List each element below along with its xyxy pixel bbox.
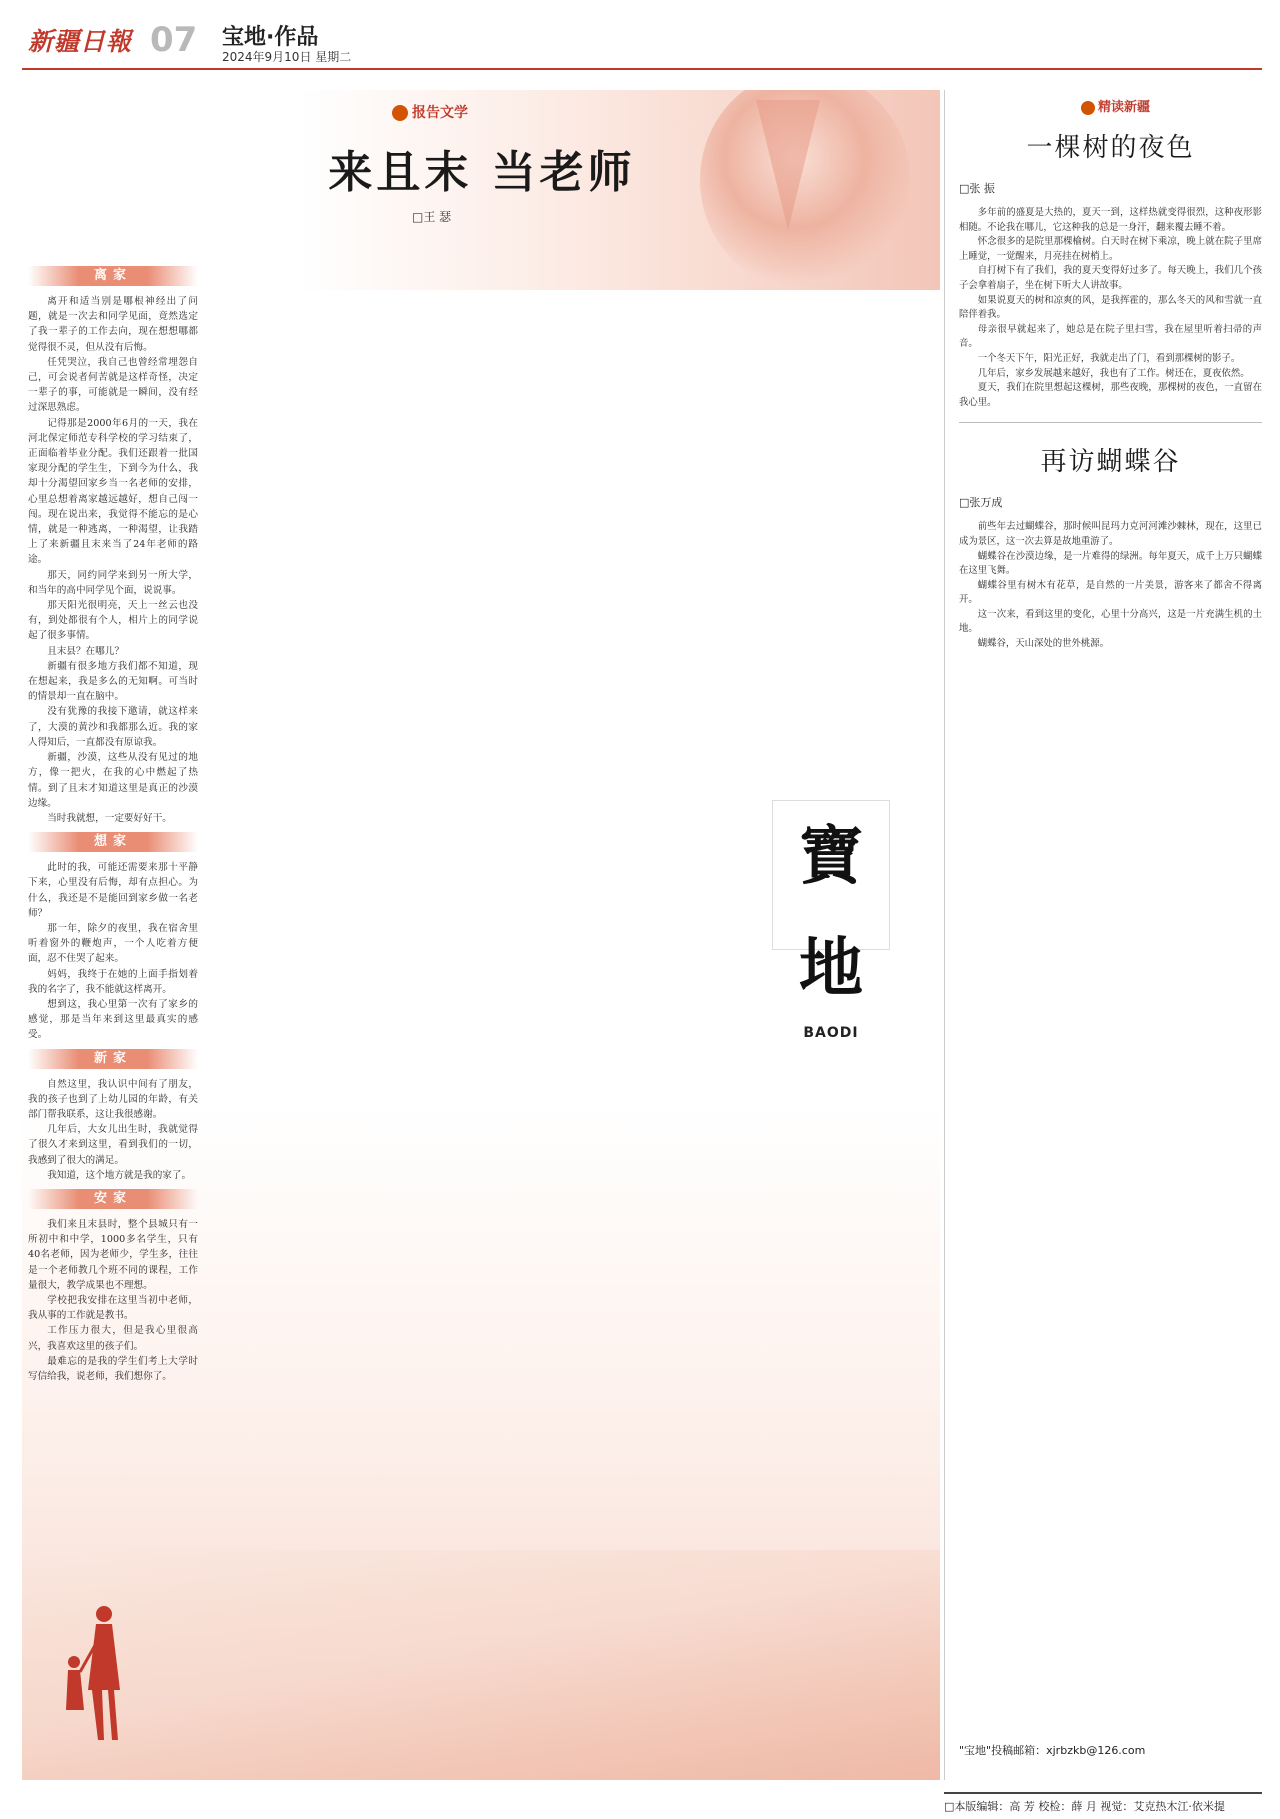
- paragraph: 学校把我安排在这里当初中老师，我从事的工作就是教书。: [28, 1294, 198, 1322]
- paragraph: 想到这，我心里第一次有了家乡的感觉，那是当年来到这里最真实的感受。: [28, 998, 198, 1041]
- paragraph: 记得那是2000年6月的一天，我在河北保定师范专科学校的学习结束了，正面临着毕业分配。我们还跟着一批国家现分配的学生生，下到今为什么，我却十分渴望回家乡当一名老师的安排，心里总想着离家越远越好，想自己闯一闯。现在说出来，我觉得不能忘的是心情，就是一种逃离，一种渴望，让我踏上了来新疆且末来当了24年老师的路途。: [28, 417, 198, 566]
- paragraph: 我们来且末县时，整个县城只有一所初中和中学，1000多名学生，只有40名老师，因为老师少，学生多，往往是一个老师教几个班不同的课程，工作量很大，教学成果也不理想。: [28, 1218, 198, 1291]
- article1-byline: □张 振: [959, 182, 995, 195]
- page-number: 07: [150, 20, 198, 60]
- paragraph: 妈妈，我终于在她的上面手指划着我的名字了，我不能就这样离开。: [28, 968, 198, 995]
- right-kicker-label: 精读新疆: [1098, 100, 1151, 115]
- paragraph: 那天阳光很明亮，天上一丝云也没有，到处都很有个人，相片上的同学说起了很多事情。: [28, 600, 198, 642]
- article-byline: □王 瑟: [412, 210, 452, 224]
- article-kicker: [392, 102, 468, 122]
- page-credits: □本版编辑：高 芳 校检：薛 月 视觉：艾克热木江·依米提: [944, 1792, 1262, 1814]
- section-heading: 安家: [28, 1189, 198, 1209]
- right-column: [944, 90, 1262, 1780]
- paragraph: 那天，同约同学来到另一所大学，和当年的高中同学见个面，说说事。: [28, 569, 198, 596]
- kicker-dot-icon: [392, 105, 408, 121]
- stamp-glyph: 寶地: [799, 819, 863, 1006]
- mother-child-silhouette-icon: [58, 1600, 138, 1750]
- main-article: [22, 90, 940, 1780]
- stamp-label: BAODI: [803, 1025, 859, 1041]
- paragraph: 且末县？在哪儿？: [47, 645, 124, 657]
- article-title: 来且末 当老师: [328, 147, 636, 198]
- section-heading: 离家: [28, 266, 198, 286]
- section-heading: 想家: [28, 832, 198, 852]
- masthead: [22, 16, 1262, 70]
- article2-byline: □张万成: [959, 496, 1003, 510]
- paragraph: 新疆有很多地方我们都不知道，现在想起来，我是多么的无知啊。可当时的情景却一直在脑中。: [28, 660, 198, 703]
- section-heading: 新家: [28, 1049, 198, 1069]
- paragraph: 离开和适当别是哪根神经出了问题，就是一次去和同学见面，竟然选定了我一辈子的工作去向，现在想想哪都觉得很不灵，但从没有后悔。: [28, 296, 198, 353]
- paragraph: 自然这里，我认识中间有了朋友，我的孩子也到了上幼儿园的年龄，有关部门帮我联系，这让我很感谢。: [28, 1078, 198, 1120]
- submission-email: "宝地"投稿邮箱：xjrbzkb@126.com: [959, 1744, 1146, 1757]
- paragraph: 多年前的盛夏是大热的，夏天一到，这样热就变得很烈，这种夜形影相随。不论我在哪儿，它这种我的总是一身汗，翻来覆去睡不着。: [959, 207, 1262, 233]
- paragraph: 那一年，除夕的夜里，我在宿舍里听着窗外的鞭炮声，一个人吃着方便面，忍不住哭了起来。: [28, 922, 198, 965]
- paragraph: 几年后，家乡发展越来越好，我也有了工作。树还在，夏夜依然。: [977, 367, 1250, 379]
- section-name: 宝地·作品: [222, 25, 319, 50]
- paragraph: 我知道，这个地方就是我的家了。: [47, 1169, 192, 1181]
- article1-body: [959, 206, 1262, 410]
- paragraph: 蝴蝶谷，天山深处的世外桃源。: [977, 638, 1110, 650]
- paragraph: 工作压力很大，但是我心里很高兴，我喜欢这里的孩子们。: [28, 1325, 198, 1352]
- paragraph: 任凭哭泣，我自己也曾经常埋怨自己，可会说者何苦就是这样奇怪，决定一辈子的事，可能就是一瞬间，没有经过深思熟虑。: [28, 356, 198, 414]
- paragraph: 新疆，沙漠，这些从没有见过的地方，像一把火，在我的心中燃起了热情。到了且末才知道这里是真正的沙漠边缘。: [28, 752, 198, 809]
- kicker-dot-icon: [1081, 101, 1095, 115]
- issue-date: 2024年9月10日 星期二: [222, 50, 352, 64]
- paragraph: 如果说夏天的树和凉爽的风，是我挥霍的，那么冬天的风和雪就一直陪伴着我。: [959, 294, 1262, 321]
- paragraph: 前些年去过蝴蝶谷，那时候叫昆玛力克河河滩沙棘林，现在，这里已成为景区，这一次去算是故地重游了。: [959, 521, 1262, 547]
- paragraph: 母亲很早就起来了，她总是在院子里扫雪，我在屋里听着扫帚的声音。: [959, 323, 1262, 350]
- newspaper-logo: 新疆日報: [28, 27, 133, 56]
- paragraph: 怀念很多的是院里那棵榆树。白天时在树下乘凉，晚上就在院子里席上睡觉，一觉醒来，月亮挂在树梢上。: [959, 236, 1262, 262]
- article-divider: [959, 422, 1262, 423]
- paragraph: 蝴蝶谷在沙漠边缘，是一片难得的绿洲。每年夏天，成千上万只蝴蝶在这里飞舞。: [959, 550, 1262, 577]
- kicker-label: 报告文学: [412, 105, 468, 121]
- article2-title: 再访蝴蝶谷: [1040, 447, 1181, 478]
- article1-title: 一棵树的夜色: [1026, 133, 1195, 163]
- paragraph: 此时的我，可能还需要来那十平静下来，心里没有后悔，却有点担心。为什么，我还是不是能回到家乡做一名老师？: [28, 862, 198, 919]
- baodi-stamp: [772, 800, 890, 1041]
- paragraph: 几年后，大女儿出生时，我就觉得了很久才来到这里，看到我们的一切，我感到了很大的满足。: [28, 1124, 198, 1166]
- paragraph: 自打树下有了我们，我的夏天变得好过多了。每天晚上，我们几个孩子会拿着扇子，坐在树下听大人讲故事。: [959, 265, 1262, 291]
- paragraph: 蝴蝶谷里有树木有花草，是自然的一片美景，游客来了都舍不得离开。: [959, 579, 1262, 606]
- right-kicker: [1081, 96, 1262, 115]
- desert-illustration: [22, 1550, 940, 1780]
- paragraph: 一个冬天下午，阳光正好，我就走出了门，看到那棵树的影子。: [977, 352, 1241, 364]
- pen-tip-icon: [756, 100, 820, 230]
- paragraph: 没有犹豫的我接下邀请，就这样来了，大漠的黄沙和我都那么近。我的家人得知后，一直都没有原谅我。: [28, 706, 198, 748]
- paragraph: 夏天，我们在院里想起这棵树，那些夜晚，那棵树的夜色，一直留在我心里。: [959, 382, 1262, 408]
- paragraph: 当时我就想，一定要好好干。: [47, 812, 172, 824]
- paragraph: 这一次来，看到这里的变化，心里十分高兴，这是一片充满生机的土地。: [959, 608, 1262, 635]
- article2-body: [959, 520, 1262, 651]
- paragraph: 最难忘的是我的学生们考上大学时写信给我，说老师，我们想你了。: [28, 1355, 198, 1382]
